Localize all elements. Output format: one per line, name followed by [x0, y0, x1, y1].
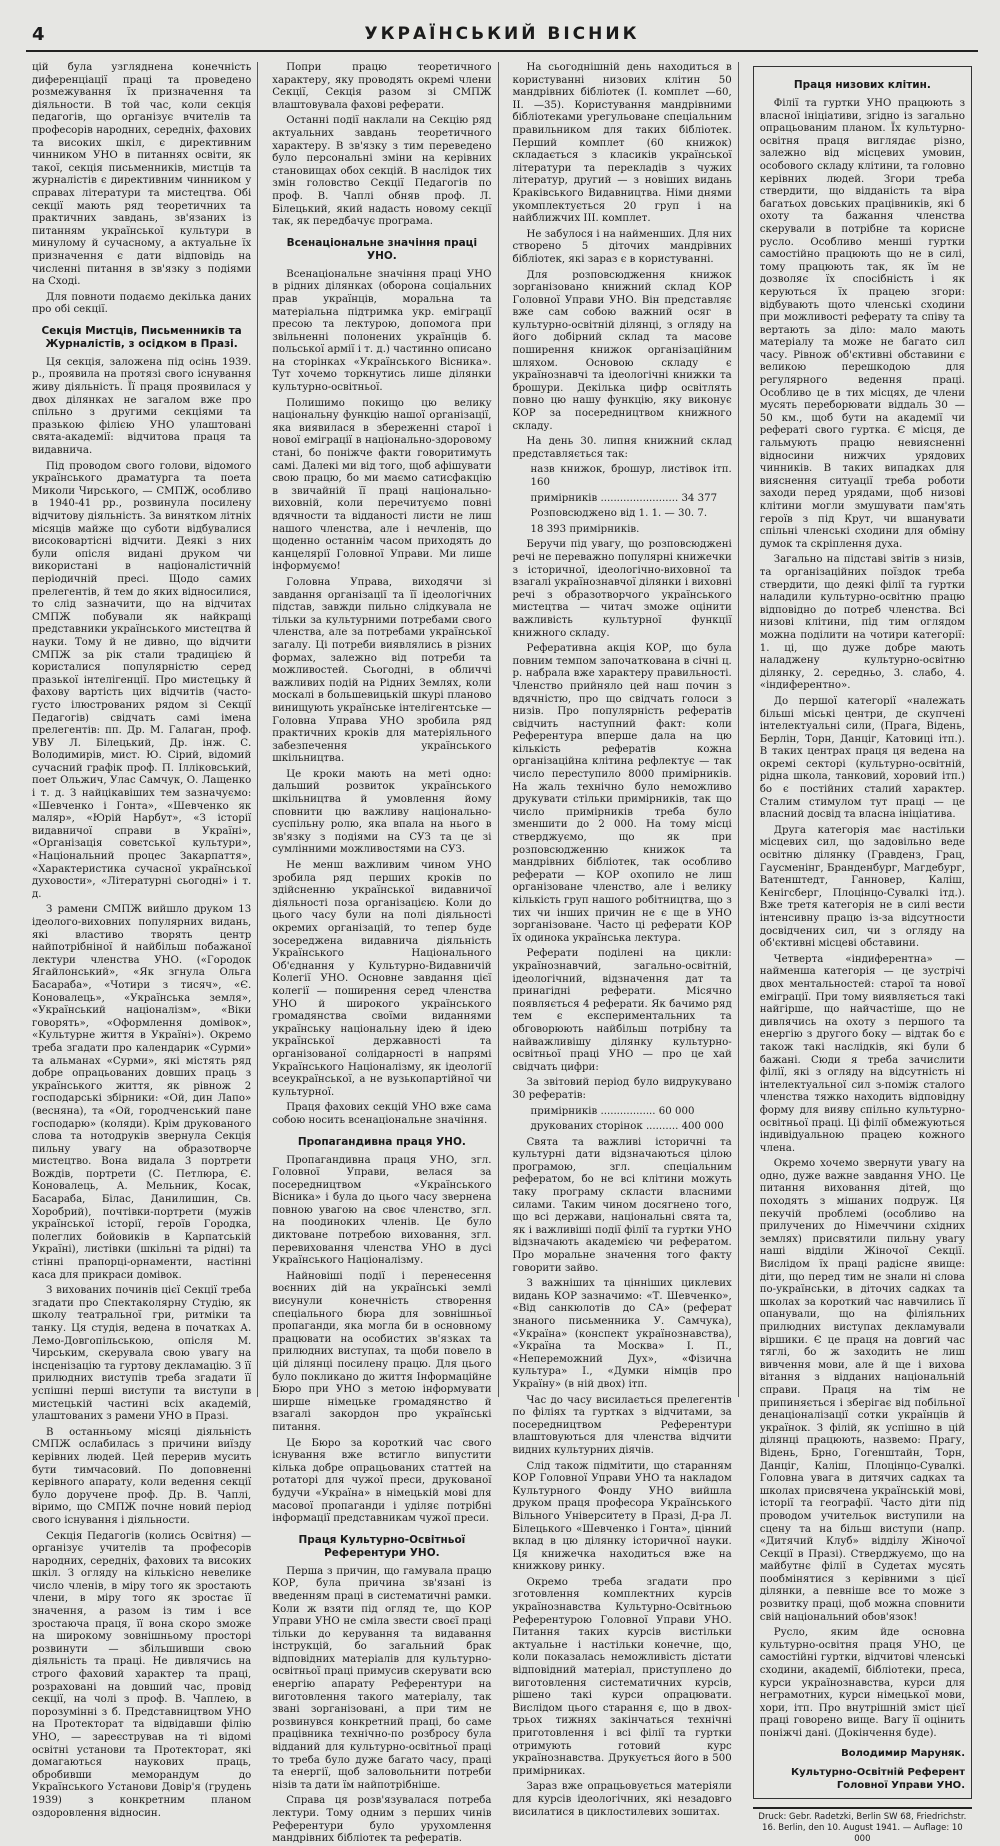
paragraph: На сьогоднішній день находиться в користуванні низових клітин 50 мандрівних бібліотек (I. комплет —60, II. —35). Користування мандрівними бібліотеками урегульоване спеціальним правильником для таких бібліотек. Перший комплет (60 книжок) складається з класиків української літератури та перекладів з чужих літератур, другий — з новіших видань Краківського Видавництва. Німи днями укомплектується 20 груп і на найближчих ІІІ. комплет. [512, 62, 732, 225]
paragraph: Окремо хочемо звернути увагу на одно, дуже важне завдання УНО. Це питання виховання дітей, що походять з мішаних подруж. Ця пекучій проблемі (особливо на прилучених до Німеччини східних землях) присвятили пильну увагу наші відділи Жіночої Секції. Вислідом їх праці радісне явище: діти, що перед тим не знали ні слова по-українськи, в діточих садках та школах за короткий час навчились її опанували, що на філіяльних прилюдних виступах декламували віршики. Є це праця на довгий час тяглі, бо ж заходить не лиш вивчення мови, але й ще і вихова вітання з відданих національній справи. Праця на тім не припиняється і зберігає від побільної денаціоналізації сотки українців й українок. З філій, як успішно в цій ділянці працюють, назвемо: Прагу, Відень, Брно, Гогенштайн, Торн, Данціг, Каліш, Плоцінцо-Сувалкі. Головна увага в дитячих садках та школах присвячена українській мові, історії та географії. Часто діти під проводом учительок виступили на сцену та на більш виступи (напр. «Дитячий Клуб» відділу Жіночої Секції в Празі). Стверджуємо, що на майбутнє філії в Судетах мусять пообмінятися з керівними з цієї ділянки, а певніше все то може з розвитку праці, щоб можна сповнити свій національний обов'язок! [759, 1158, 965, 1623]
paragraph: Загально на підставі звітів з низів, та організаційних поїздок треба ствердити, що деякі філії та гуртки наладили культурно-освітню працю відповідно до потреб членства. Всі низові клітини, під тим оглядом можна поділити на чотири категорії: 1. ці, що дуже добре мають наладжену культурно-освітню ділянку, 2. середньо, 3. слабо, 4. «індиферентно». [759, 554, 965, 692]
paragraph: Це кроки мають на меті одно: дальший розвиток українського шкільництва й умовлення йому сповнити цю важливу національно-суспільну ролю, яка впала на нього в зв'язку з подіями на СУЗ та це зі сумлінними можливостями на СУЗ. [272, 768, 492, 856]
paragraph: Час до часу висилається прелегентів по філіях та гуртках з відчитами, за посередництвом Референтури влаштовуються для членства відчити видних культурних діячів. [512, 1394, 732, 1456]
paragraph: В останньому місяці діяльність СМПЖ ослабилась з причини виїзду керівних людей. Цей перерив мусить бути тимчасовий. По доповненні керівного апарату, коли ведення секції було доручене проф. Др. В. Чаплі, віримо, що СМПЖ почне новий період свого існування і діяльности. [32, 1426, 252, 1526]
paragraph: Праця фахових секцій УНО вже сама собою носить всенаціональне значіння. [272, 1102, 492, 1126]
paragraph: Під проводом свого голови, відомого українського драматурга та поета Миколи Чирського, — СМПЖ, особливо в 1940-41 рр., розвинула посилену відчитову діяльність. За винятком літніх місяців майже що суботи відбувалися високовартісні відчити. Деякі з них були опісля видані друком чи використані в націоналістичній періодичній пресі. Щодо самих прелегентів, й тем до яких відносилися, то слід зазначити, що на відчитах СМПЖ побували як найкращі представники українського мистецтва й науки. Тому й не дивно, що відчити СМПЖ за рік стали традицією й користалися популярністю серед празької інтелігенції. Про мистецьку й фахову вартість цих відчитів (часто-густо ілюстрованих рядом зі Секції Педагогів) свідчать самі імена прелегентів: пп. Др. М. Галаган, проф. УВУ Л. Білецький, Др. інж. С. Володимирів, мист. Ю. Сірий, відомий сучасний графік проф. П. Ілліковський, поет Ольжич, Улас Самчук, О. Лащенко і т. д. З найцікавіших тем зазначуємо: «Шевченко і Гонта», «Шевченко як маляр», «Юрій Нарбут», «З історії видавничої справи в Україні», «Організація совєтської культури», «Національний процес Закарпаття», «Характеристика сучасної української духовости», «Літературні сьогодні» і т. д. [32, 460, 252, 900]
paragraph: цій була узгляднена конечність диференціації праці та проведено розмежування їх призначення та діяльности. В той час, коли секція педагогів, що організує вчителів та професорів народних, середніх, фахових та високих шкіл, є директивним чинником УНО в питаннях освіти, як такої, секція письменників, мистців та журналістів є директивним чинником у справах літератури та мистецтва. Обі секції мають ряд теоретичних та практичних завдань, зв'язаних із питанням української культури в минулому й сучасному, а актуальне їх призначення є дати відповідь на численні питання в зв'язку з подіями на Сході. [32, 62, 252, 288]
paragraph: Справа ця розв'язувалася потреба лектури. Тому одним з перших чинів Референтури було урухомлення мандрівних бібліотек та рефератів. [272, 1795, 492, 1845]
paragraph: За звітовий період було видрукувано 30 рефератів: [512, 1077, 732, 1101]
paragraph: Останні події наклали на Секцію ряд актуальних завдань теоретичного характеру. В зв'язку з тим переведено було персональні зміни на керівних становищах обох секцій. В наслідок тих змін головство Секції Педагогів по проф. В. Чаплі обняв проф. Л. Білецький, який надасть новому секції так, як передбачує програма. [272, 115, 492, 228]
paragraph: Найновіші події і перенесення воєнних дій на українські землі висунули конечність створення спеціального бюра для зовнішньої пропаганди, яка могла би в основному працювати на особистих зв'язках та прилюдних виступах, та щоби повело в цій ділянці посилену працю. Для цього було покликано до життя Інформаційне Бюро при УНО з метою інформувати ширше німецьке громадянство й взагалі закордон про українські питання. [272, 1270, 492, 1433]
paragraph: Русло, яким йде основна культурно-освітня праця УНО, це самостійні гуртки, відчитові членські сходини, академії, бібліотеки, преса, курси українознавства, курси для неграмотних, курси німецької мови, хори, ітп. Про внутрішній зміст цієї праці говорено вище. Вагу її оцінить поніжчі дані. (Докінчення буде). [759, 1627, 965, 1739]
stat-line: примірників ........................ 34 377 [530, 492, 718, 504]
paragraph: Філії та гуртки УНО працюють з власної ініціативи, згідно із загально опрацьованим планом. Їх культурно-освітня праця виглядає різно, залежно від місцевих умовин, особового складу клітини, та головно керівних людей. Згори треба ствердити, що відданість та віра багатьох довських працівників, які б охоту та бажання членства скерували в потрібне та корисне русло. Особливо менші гуртки самостійно працюють що не в силі, тому працюють так, як їм не дозволяє їх спосібність і як керуються їх працею згори: відбувають щото членські сходини при можливості реферату та співу та вертають за діло: мало мають матеріалу та може не багато сил часу. Рівнож об'єктивні обставини є великою перешкодою для регулярного ведення праці. Особливо це в тих місцях, де члени мусять переборювати віддаль 30 — 50 км., щоб бути на академії чи рефераті свого гуртка. Є місця, де гальмують працю невиясненні відносини нижчих урядових чинників. В таких випадках для вияснення ситуації треба роботи заходи перед урядами, щоб низові клітини могли змушувати пам'ять героїв з під Крут, чи вшанувати спільні членські сходини для обміну думок та скріплення духа. [759, 98, 965, 550]
paragraph: Для розповсюдження книжок зорганізовано книжний склад КОР Головної Управи УНО. Він представляє вже сам собою важний осяг в культурно-освітній ділянці, з огляду на його добірний склад та масове поширення книжок організаційним шляхом. Основою складу є українознавчі та ідеологічні книжки та брошури. Декілька цифр освітлять повно цю нашу функцію, яку виконує КОР за посередництвом книжного складу. [512, 269, 732, 432]
paragraph: Не менш важливим чином УНО зробила ряд перших кроків по здійсненню української видавничої діяльності поза організацією. Коли до цього часу були на полі діяльності окремих організацій, то тепер буде зосереджена видавнича діяльність Українського Національного Об'єднання у Культурно-Видавничій Колегії УНО. Основне завдання цієї колегії — поширення серед членства УНО й широкого українського громадянства своїми виданнями українську національну ідею й ідею української державності та організованої солідарності в напрямі Українського Націоналізму, як ідеології всеукраїнської, а не вузькопартійної чи культурної. [272, 860, 492, 1098]
paragraph: Свята та важливі історичні та культурні дати відзначаються цілою програмою, згл. спеціальним рефератом, бо не всі клітини можуть таку програму скласти власними силами. Таким чином досягнено того, що всі держави, національні свята та, як і важливіші події філії та гуртки УНО відзначають академією чи рефератом. Про моральне значення того факту говорити зайво. [512, 1136, 732, 1274]
paragraph: Це Бюро за короткий час свого існування вже встигло випустити кілька добре опрацьованих статтей на ротаторі для чужої преси, друкованої будучи «Україна» в німецькій мові для масової пропаганди і уділяє потрібні інформації представникам чужої преси. [272, 1437, 492, 1525]
paragraph: З вихованих починів цієї Секції треба згадати про Спектаколярну Студію, як школу театральної гри, ритміки та танку. Ця студія, ведена в початках А. Лемо-Довгопільською, опісля М. Чирським, скерувала свою увагу на інсценізацію та гуртову декламацію. З її прилюдних виступів треба згадати її успішні перші виступи та виступи в мистецькій частині всіх академій, улаштованих з рамени УНО в Празі. [32, 1285, 252, 1423]
paragraph: Пропагандивна праця УНО, згл. Головної Управи, велася за посередництвом «Українського Вісника» і була до цього часу звернена повною увагою на своє членство, згл. на поодиноких членів. Це було диктоване потребою виховання, згл. перевиховання членства УНО в дусі Українського Націоналізму. [272, 1154, 492, 1267]
column-3 [507, 62, 739, 1818]
page-number: 4 [32, 24, 45, 45]
stat-line: назв книжок, брошур, листівок ітп. 160 [530, 464, 732, 488]
paragraph: На день 30. липня книжний склад представляється так: [512, 436, 732, 460]
printer-imprint: Druck: Gebr. Radetzki, Berlin SW 68, Friedrichstr. 16. Berlin, den 10. August 1941. — Auflage: 10 000 [753, 1807, 972, 1845]
paragraph: Для повноти подаємо декілька даних про обі секції. [32, 291, 252, 316]
stat-line: примірників ................. 60 000 [530, 1105, 695, 1117]
paragraph: Попри працю теоретичного характеру, яку проводять окремі члени Секції, Секція разом зі СМПЖ влаштовувала фахові реферати. [272, 62, 492, 111]
masthead [26, 24, 978, 52]
paragraph: До першої категорії «належать більші міські центри, де скупчені інтелектуальні сили, (Прага, Відень, Берлін, Торн, Данціг, Катовиці ітп.). В таких центрах праця ця ведена на окремі секторі (культурно-освітній, рідна школа, танковий, хоровий ітп.) бо є постійних сталий характер. Сталим стимулом тут праці — це власний досвід та власна ініціатива. [759, 695, 965, 821]
paragraph: Зараз вже опрацьовується матеріяли для курсів ідеологічних, які незадовго висилатися в циклостилевих зошитах. [512, 1781, 732, 1818]
section-heading: Всенаціональне значіння праці УНО. [286, 236, 478, 262]
paragraph: Полишимо покищо цю велику національну функцію нашої організації, яка виявилася в збереженні старої і нової еміграції в національно-здоровому стані, бо поніжче факти говоритимуть самі. Далекі ми від того, щоб афішувати свою працю, бо ми маємо сатисфакцію в звичайній її праці національно-виховній, коли перечитуємо повні вдячности та відданості листи не лиш нашого членства, але і нечленів, що щоденно останнім часом приходять до канцелярії Головної Управи. Ми лише інформуємо! [272, 397, 492, 573]
stat-line: Розповсюджено від 1. 1. — 30. 7. [530, 508, 708, 520]
paragraph: Головна Управа, виходячи зі завдання організації та її ідеологічних підстав, завжди пильно слідкувала не тільки за культурними потребами свого членства, але за потребами української загалу. Ці потреби виявлялись в різних формах, залежно від потреби та можливостей. Сьогодні, в обличчі важливих подій на Рідних Землях, коли москалі в большевицькій шкурі планово винищують українське інтелігентське — Головна Управа УНО зробила ряд практичних кроків для матеріяльного забезпечення українського шкільництва. [272, 576, 492, 765]
paragraph: Секція Педагогів (колись Освітня) — організує учителів та професорів народних, середніх, фахових та високих шкіл. З огляду на кількісно невелике число членів, в міру того як зростають члени, в міру того як зростає її значення, а разом із тим і все зростаюча праця, її вона скоро зможе на широкому зовнішньому просторі розвинути — збільшивши свою діяльність та праці. Не дивлячись на строго фаховий характер та праці, розраховані на довший час, провід секції, на чолі з проф. В. Чаплею, в порозумінні з б. Представництвом УНО на Протекторат та відвідавши філію УНО, — зареєстрував на ті відомі освітні установи та Протекторат, які домагаються наукових праць, обробивши меморандум до Українського Установи Довір'я (грудень 1939) з конкретним планом оздоровлення відносин. [32, 1530, 252, 1819]
section-heading: Пропагандивна праця УНО. [297, 1135, 466, 1148]
newspaper-title: УКРАЇНСЬКИЙ ВІСНИК [364, 24, 640, 44]
paragraph: З рамени СМПЖ вийшло друком 13 ідеолого-виховних популярних видань, які властиво творять центр найпотрібніної й найбільш побажаної лектури членства УНО. («Городок Ягайлонський», «Як згнула Ольга Басараба», «Чотири з тисяч», «Є. Коновалець», «Українська земля», «Український націоналізм», «Віки говорять», «Оформлення домівок», «Культурне життя в Україні»). Окремо треба згадати про календарик «Сурми» та альманах «Сурми», які містять ряд добре опрацьованих довших праць з українського життя, як рівнож 2 господарські збірники: «Ой, дин Лапо» (весняна), та «Ой, городченський пане господарю» (коляди). Крім друкованого слова та нотодруків звернула Секція пильну увагу на образотворче мистецтво. Вона видала 3 портрети Вождів, портрети (С. Петлюра, Є. Коновалець, А. Мельник, Косак, Басараба, Білас, Данилишин, Св. Хоробрий), почтівки-портрети (мужів української історії, героїв Городка, полеглих бойовиків в Карпатській Україні), листівки (шкільні та рідні) та стінні прапорці-орнаменти, настінні каса для прикраси домівок. [32, 904, 252, 1281]
paragraph: Реферативна акція КОР, що була повним темпом започаткована в січні ц. р. набрала вже характеру правильності. Членство прийняло цей наш почин з вдячністю, про що свідчать голоси з низів. Про популярність рефератів свідчить наступний факт: коли Референтура вперше дала на цю кількість рефератів кожна організаційна клітина рефлектує — так число переступило 8000 примірників. На жаль технічно було неможливо друкувати стільки примірників, так що число примірників треба було зменшити до 2 000. На тому місці стверджуємо, що як при розповсюдженню книжок та мандрівних бібліотек, так особливо реферати — КОР охопило не лиш організоване членство, але і велику кількість груп нашого робітництва, що з тих чи інших причин не є ще в УНО зорганізоване. Часто ці реферати КОР їх одинока українська лектура. [512, 643, 732, 944]
paragraph: Всенаціональне значіння праці УНО в рідних ділянках (оборона соціальних прав українців, моральна та матеріальна підтримка укр. еміграції пресою та лектурою, допомога при звільненні полонених українців б. польської армії і т. д.) частинно описано на сторінках «Українського Вісника». Тут хочемо торкнутись лише ділянки культурно-освітньої. [272, 268, 492, 394]
section-heading: Секція Мистців, Письменників та Журналістів, з осідком в Празі. [41, 324, 242, 350]
paragraph: Перша з причин, що гамувала працю КОР, була причина зв'язані із введенням праці в систематичні рамки. Коли ж взяти під огляд те, що КОР Управи УНО не сміла звести своєї праці тільки до керування та видавання інструкцій, бо загальний брак відповідних матеріалів для культурно-освітньої праці примусив скерувати всю енергію апарату Референтури на виготовлення такого матеріалу, так звані зорганізовані, а при тим не розвинувся конкретний праці, бо саме працівника технічно-по розбросу була відданий для культурно-освітньої праці то треба було дуже багато часу, праці та енергії, щоб заловольнити потреби нізів та дати їм найпотрібніше. [272, 1565, 492, 1791]
author-title: Культурно-Освітній Референт Головної Управи УНО. [790, 1766, 965, 1791]
column-2 [266, 62, 498, 1845]
paragraph: Реферати поділені на цикли: українознавчий, загально-освітній, ідеологічний, відзначення дат та принагідні реферати. Місячно появляється 4 реферати. Як бачимо ряд тем є експериментальних та обговорюють найбільш потрібну та найважливішу ділянку культурно-освітньої праці УНО — про це хай свідчать цифри: [512, 948, 732, 1073]
paragraph: Четверта «індиферентна» — найменша категорія — це зустрічі двох ментальностей: старої та нової еміграції. При тому виявляється такі найгірше, що найчастіше, що не дивлячись на охоту з першого та енергію з другого боку — відтак бо є також такі наслідків, які були б бажані. Сюди я треба зачислити філії, які з огляду на відсутність ні інтелектуальної сил з-поміж сталого членства тяжко находить відповідну форму для вияву спільно культурно-освітньої праці. Ці філії обмежуються індивідуальною працею кожного члена. [759, 953, 965, 1154]
stat-line: 18 393 примірників. [530, 523, 640, 535]
stat-line: друкованих сторінок .......... 400 000 [530, 1121, 724, 1133]
paragraph: Слід також підмітити, що старанням КОР Головної Управи УНО та накладом Культурного Фонду УНО вийшла друком праця професора Українського Вільного Університету в Празі, Д-ра Л. Білецького «Шевченко і Гонта», цінний вклад в цю ділянку історичної науки. Ця книжечка находиться вже на книжкову ринку. [512, 1460, 732, 1573]
paragraph: Беручи під увагу, що розповсюджені речі не переважно популярні книжечки з історичної, ідеологічно-виховної та взагалі українознавчої ділянки і виховні речі з образотворчого українського мистецтва — читач зможе оцінити важливість культурної функції книжного складу. [512, 539, 732, 639]
columns [26, 62, 978, 1845]
section-heading: Праця Культурно-Освітньої Референтури УНО. [298, 1533, 466, 1559]
section-heading: Праця низових клітин. [793, 79, 931, 91]
paragraph: З важніших та цінніших циклевих видань КОР зазначимо: «Т. Шевченко», «Від санкюлотів до СА» (реферат знаного письменника У. Самчука), «Україна» (конспект українознавства), «Україна та Москва» І. П., «Непереможний Дух», «Фізична культура» І., «Думки німців про Україну» (в ній двох) ітп. [512, 1278, 732, 1390]
column-1 [26, 62, 258, 1819]
paragraph: Окремо треба згадати про зготовлення комплектних курсів українознавства Культурно-Освітньою Референтурою Головної Управи УНО. Питання таких курсів вистільки актуальне і настільки конечне, що, коли показалась неможливість дістати відповідний матеріал, приступлено до виготовлення систематичних курсів, рішено такі курси опрацювати. Вислідом цього старання є, що в двох-трьох тижнях закінчаться технічні приготовлення і всі філії та гуртки отримують готовий курс українознавства. Друкується його в 500 примірниках. [512, 1576, 732, 1777]
author-name: Володимир Маруняк. [841, 1747, 965, 1759]
column-4 [747, 62, 978, 1844]
paragraph: Друга категорія має настільки місцевих сил, що задовільно веде освітню ділянку (Гравденз, Грац, Гаусменінг, Бранденбург, Магдебург, Ватенштедт, Ганновер, Каліш, Кенігсберг, Плоцінцо-Сувалкі ітд.). Вже третя категорія не в силі вести інтенсивну працю із-за відсутности досвідчених сил, чи з огляду на об'єктивні місцеві обставини. [759, 824, 965, 950]
paragraph: Ця секція, заложена під осінь 1939. р., проявила на протязі свого існування живу діяльність. Її праця проявилася у двох ділянках не загалом вже про спільно з другими секціями та празькою філією УНО улаштовані свята-академії: відчитова праця та видавнича. [32, 356, 252, 457]
paragraph: Не забулося і на найменших. Для них створено 5 діточих мандрівних бібліотек, які зараз є в користуванні. [512, 228, 732, 265]
article-box [753, 66, 972, 1799]
